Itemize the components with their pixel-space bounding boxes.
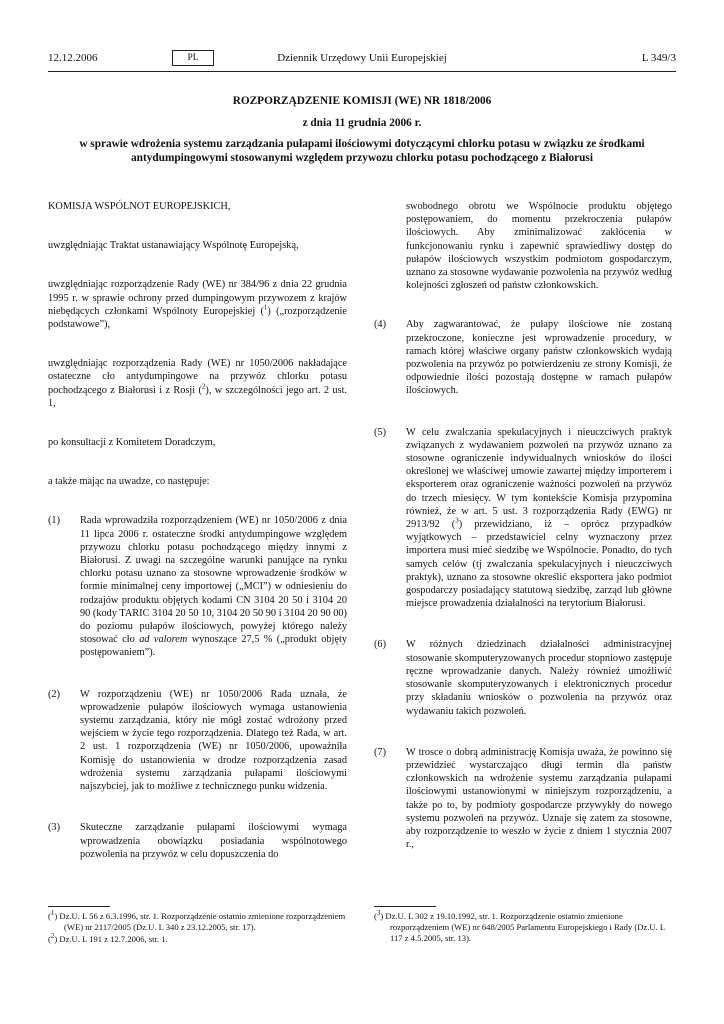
- regulation-title: [60, 95, 664, 165]
- regulation-number: ROZPORZĄDZENIE KOMISJI (WE) NR 1818/2006: [232, 95, 492, 107]
- footnotes-right: [374, 911, 672, 944]
- recital-7: (7) W trosce o dobrą administrację Komisja uważa, że powinno się przewidzieć wystarczająco długi termin dla państw członkowskich na wdrożenie systemu zarządzania pułapami ilościowymi ustanowionymi w niniejszym rozporządzeniu, a także po to, by podmioty gospodarcze przywykły do nowego systemu pozwoleń na przywóz. Uznaje się zatem za stosowne, aby rozporządzenie to weszło w życie z dniem 1 stycznia 2007 r.,: [374, 746, 672, 851]
- citation-consultation: po konsultacji z Komitetem Doradczym,: [48, 437, 216, 449]
- journal-name: Dziennik Urzędowy Unii Europejskiej: [277, 52, 447, 64]
- footnote-ref-1[interactable]: 1: [263, 303, 268, 312]
- citation-treaty: uwzględniając Traktat ustanawiający Wspólnotę Europejską,: [48, 240, 299, 252]
- footnote-ref-3[interactable]: 3: [455, 516, 459, 525]
- left-column: [48, 200, 347, 861]
- recital-4: (4) Aby zagwarantować, że pułapy ilościowe nie zostaną przekroczone, konieczne jest wprowadzenie procedury, w ramach której właściwe organy państw członkowskich wydają pozwolenia na przywóz po potwierdzeniu ze strony Komisji, że odpowiednie ilości pozostają dostępne w ramach pułapów ilościowych.: [374, 319, 672, 397]
- recital-3: (3) Skuteczne zarządzanie pułapami ilościowymi wymaga wprowadzenia obowiązku posiadania wspólnotowego pozwolenia na przywóz w celu dopuszczenia do: [48, 822, 347, 860]
- recital-3-continued: swobodnego obrotu we Wspólnocie produktu objętego postępowaniem, do momentu przekroczenia pułapów ilościowych. Aby zminimalizować zakłócenia w funkcjonowaniu rynku i zapewnić sprawiedliwy dostęp do pułapów ilościowych wszystkim podmiotom gospodarczym, uznano za stosowne wydawanie pozwolenia na przywóz według kolejności zgłoszeń od państw członkowskich.: [406, 201, 672, 292]
- publication-date: 12.12.2006: [48, 52, 98, 64]
- regulation-date: z dnia 11 grudnia 2006 r.: [302, 116, 422, 129]
- footnote-1: ($^1$) Dz.U. L 56 z 6.3.1996, str. 1. Rozporządzenie ostatnio zmienione rozporządzeniem (WE) nr 2117/2005 (Dz.U. L 340 z 23.12.2005, str. 17).: [48, 909, 346, 932]
- footnote-ref-2[interactable]: 2: [201, 382, 206, 391]
- footnote-divider-left: [48, 906, 110, 907]
- recital-number: (4): [374, 319, 387, 331]
- citation-reg-384: uwzględniając rozporządzenie Rady (WE) nr 384/96 z dnia 22 grudnia 1995 r. w sprawie ochrony przed dumpingowym przywozem z krajów niebędących członkami Wspólnoty Europejskiej ($^1$) („rozporządzenie podstawowe”),: [48, 279, 347, 331]
- recital-number: (6): [374, 639, 387, 651]
- commission-heading: KOMISJA WSPÓLNOT EUROPEJSKICH,: [48, 201, 231, 212]
- recital-5: (5) W celu zwalczania spekulacyjnych i nieuczciwych praktyk związanych z wydawaniem pozwoleń na przywóz uznano za stosowne ograniczenie indywidualnych wniosków do ilości określonej we właściwej umowie zawartej między importerem i eksporterem oraz ograniczenie ważności pozwoleń na przywóz do trzech miesięcy. W tym kontekście Komisja przypomina również, że w art. 5 ust. 3 rozporządzenia Rady (EWG) nr 2913/92 ($^3$) przewidziano, iż – oprócz przypadków wyjątkowych – przedstawiciel celny wyznaczony przez importera musi mieć siedzibę we Wspólnocie. Ponadto, do tych samych celów (tj zwalczania spekulacyjnych i nieuczciwych praktyk), uznano za stosowne określić eksportera jako podmiot gospodarczy posiadający statutową siedzibę, zarząd lub główne miejsce prowadzenia działalności na terytorium Białorusi.: [374, 426, 672, 610]
- footnotes-left: [48, 911, 347, 945]
- language-badge: PL: [172, 50, 214, 66]
- page-header: [48, 52, 676, 68]
- recital-number: (7): [374, 746, 387, 758]
- recital-number: (5): [374, 426, 387, 438]
- recital-1: (1) Rada wprowadziła rozporządzeniem (WE) nr 1050/2006 z dnia 11 lipca 2006 r. ostateczne środki antydumpingowe względem przywozu chlorku potasu pochodzącego między innymi z Białorusi. Z uwagi na szczególne warunki panujące na rynku chlorku potasu uznano za stosowne wprowadzenie środków w formie minimalnej ceny importowej („MCI”) w odniesieniu do rodzajów produktu objętych kodami CN 3104 20 50 i 3104 20 90 (kody TARIC 3104 20 50 10, 3104 20 50 90 i 3104 20 90 00) do poziomu pułapów ilościowych, powyżej którego należy stosować cło ad valorem wynoszące 27,5 % („produkt objęty postępowaniem”).: [48, 515, 347, 659]
- recital-number: (1): [48, 515, 61, 527]
- header-divider: [48, 71, 676, 72]
- right-column: [374, 200, 672, 851]
- footnote-2: ($^2$) Dz.U. L 191 z 12.7.2006, str. 1.: [48, 931, 168, 944]
- whereas-clause: a także mając na uwadze, co następuje:: [48, 476, 210, 488]
- recital-number: (2): [48, 688, 61, 700]
- recital-6: (6) W różnych dziedzinach działalności administracyjnej stosowanie skomputeryzowanych procedur stopniowo zastępuje ręczne wprowadzanie danych. Należy również umożliwić stosowanie skomputeryzowanych i elektronicznych procedur przy składaniu wniosków o pozwolenia na przywóz oraz wydawaniu takich pozwoleń.: [374, 639, 672, 717]
- recital-2: (2) W rozporządzeniu (WE) nr 1050/2006 Rada uznała, że wprowadzenie pułapów ilościowych wymaga ustanowienia systemu zarządzania, który nie mógł zostać wdrożony przed wejściem w życie tego rozporządzenia. Dlatego też Rada, w art. 2 ust. 1 rozporządzenia (WE) nr 1050/2006, upoważniła Komisję do ustanowienia w drodze rozporządzenia zasad wdrożenia systemu zarządzania pułapami ilościowymi najszybciej, jak to możliwe z technicznego punku widzenia.: [48, 688, 347, 793]
- footnote-3: ($^3$) Dz.U. L 302 z 19.10.1992, str. 1. Rozporządzenie ostatnio zmienione rozporządzeniem (WE) nr 648/2005 Parlamentu Europejskiego i Rady (Dz.U. L 117 z 4.5.2005, str. 13).: [374, 909, 665, 943]
- footnote-divider-right: [374, 906, 436, 907]
- page-number: L 349/3: [641, 52, 676, 64]
- recital-number: (3): [48, 822, 61, 834]
- citation-reg-1050: uwzględniając rozporządzenia Rady (WE) nr 1050/2006 nakładające ostateczne cło antydumpingowe na przywóz chlorku potasu pochodzącego z Białorusi i z Rosji ($^2$), w szczególności jego art. 2 ust. 1,: [48, 358, 348, 409]
- regulation-subject: w sprawie wdrożenia systemu zarządzania pułapami ilościowymi dotyczącymi chlorku potasu w związku ze środkami antydumpingowymi stosowanymi względem przywozu chlorku potasu pochodzącego z Białorusi: [79, 138, 645, 164]
